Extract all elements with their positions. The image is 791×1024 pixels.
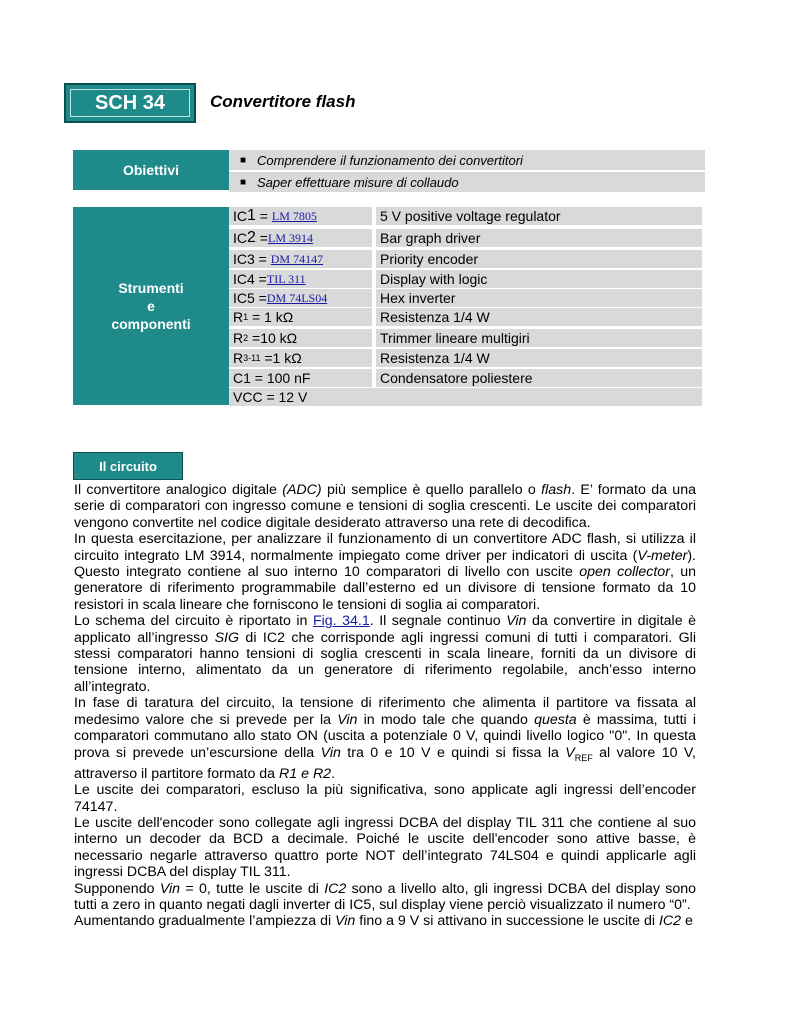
datasheet-link[interactable]: DM 74147 — [270, 251, 324, 266]
doc-title: Convertitore flash — [210, 92, 356, 111]
component-id: C1 = 100 nF — [229, 369, 372, 387]
component-id: IC3 = DM 74147 — [229, 250, 372, 268]
paragraph: Le uscite dei comparatori, escluso la più significativa, sono applicate agli ingressi dell’encoder 74147. — [74, 782, 696, 815]
component-id: IC 2 = LM 3914 — [229, 229, 372, 247]
component-row — [229, 229, 702, 248]
body-text — [74, 482, 696, 930]
component-row — [229, 369, 702, 388]
paragraph: Le uscite dell'encoder sono collegate agli ingressi DCBA del display TIL 311 che contiene al suo interno un decoder da BCD a decimale. Poiché le uscite dell'encoder sono attive basse, è necessario negarle attraverso quattro porte NOT dell’integrato 74LS04 e quindi applicarle agli ingressi DCBA del display TIL 311. — [74, 814, 696, 881]
components-label — [73, 207, 229, 405]
bullet-icon: ■ — [239, 154, 247, 166]
component-id: IC 1 = LM 7805 — [229, 207, 372, 225]
component-desc: Resistenza 1/4 W — [376, 349, 702, 367]
paragraph: Supponendo Vin = 0, tutte le uscite di IC2 sono a livello alto, gli ingressi DCBA del display sono tutti a zero in quanto negati dagli inverter di IC5, sul display viene perciò visualizzato il numero “0”. — [74, 880, 697, 913]
objective-item — [229, 172, 705, 192]
component-desc: Resistenza 1/4 W — [376, 308, 702, 326]
component-row — [229, 207, 702, 226]
component-id: IC4 = TIL 311 — [229, 270, 372, 288]
doc-code-box — [64, 83, 196, 123]
component-id: VCC = 12 V — [229, 388, 702, 406]
component-desc: Priority encoder — [376, 250, 702, 268]
component-row — [229, 308, 702, 327]
paragraph: Aumentando gradualmente l’ampiezza di Vin fino a 9 V si attivano in successione le uscite di IC2 e — [74, 913, 693, 930]
component-row — [229, 329, 702, 348]
objectives-label: Obiettivi — [73, 150, 229, 190]
paragraph: Lo schema del circuito è riportato in Fig. 34.1. Il segnale continuo Vin da convertire in digitale è applicato all’ingresso SIG di IC2 che corrisponde agli ingressi comuni di tutti i comparatori. Gli stessi comparatori hanno tensioni di soglia crescenti in scala lineare, forniti da un divisore di tensione interno, alimentato da un generatore di riferimento regolabile, anch’esso interno all’integrato. — [74, 613, 696, 695]
component-id: R 1 = 1 kΩ — [229, 308, 372, 326]
component-desc: Condensatore poliestere — [376, 369, 702, 387]
component-desc: Trimmer lineare multigiri — [376, 329, 702, 347]
paragraph: Il convertitore analogico digitale (ADC) più semplice è quello parallelo o flash. E’ formato da una serie di comparatori con ingresso comune e tensioni di soglia crescenti. Le uscite dei comparatori vengono convertite nel codice digitale desiderato attraverso una rete di decodifica. — [74, 482, 696, 531]
component-row — [229, 388, 702, 407]
objective-item — [229, 150, 705, 170]
component-id: R 2 =10 kΩ — [229, 329, 372, 347]
objective-text: Saper effettuare misure di collaudo — [257, 174, 459, 190]
objective-text: Comprendere il funzionamento dei convertitori — [257, 152, 523, 168]
component-desc: Hex inverter — [376, 289, 702, 307]
doc-code: SCH 34 — [94, 91, 166, 114]
component-row — [229, 270, 702, 289]
component-row — [229, 349, 702, 368]
component-desc: Display with logic — [376, 270, 702, 288]
component-row — [229, 250, 702, 269]
datasheet-link[interactable]: LM 7805 — [271, 208, 317, 223]
datasheet-link[interactable]: TIL 311 — [266, 271, 306, 286]
components-label-line: e — [147, 298, 155, 314]
component-desc: 5 V positive voltage regulator — [376, 207, 702, 225]
component-id: R 3-11 =1 kΩ — [229, 349, 372, 367]
figure-link[interactable]: Fig. 34.1 — [312, 613, 370, 630]
paragraph: In questa esercitazione, per analizzare il funzionamento di un convertitore ADC flash, si utilizza il circuito integrato LM 3914, normalmente impiegato come driver per indicatori di uscita (V-meter). Questo integrato contiene al suo interno 10 comparatori di livello con uscite open collector, un generatore di riferimento programmabile dall’esterno ed un divisore di tensione formato da 10 resistori in scala lineare che forniscono le tensioni di soglia ai comparatori. — [74, 531, 697, 613]
component-id: IC5 = DM 74LS04 — [229, 289, 372, 307]
datasheet-link[interactable]: DM 74LS04 — [266, 290, 328, 305]
section-label: Il circuito — [73, 452, 183, 480]
component-desc: Bar graph driver — [376, 229, 702, 247]
bullet-icon: ■ — [239, 176, 247, 188]
paragraph: In fase di taratura del circuito, la tensione di riferimento che alimenta il partitore va fissata al medesimo valore che si prevede per la Vin in modo tale che quando questa è massima, tutti i comparatori commutano allo stato ON (uscita a potenziale 0 V, quindi livello logico "0". In questa prova si prevede un’escursione della Vin tra 0 e 10 V e quindi si fissa la $V_{REF}$ al valore 10 V, attraverso il partitore formato da R1 e R2. — [74, 695, 696, 782]
datasheet-link[interactable]: LM 3914 — [267, 230, 313, 245]
components-label-line: componenti — [111, 316, 191, 332]
component-row — [229, 289, 702, 308]
components-label-line: Strumenti — [118, 280, 184, 296]
